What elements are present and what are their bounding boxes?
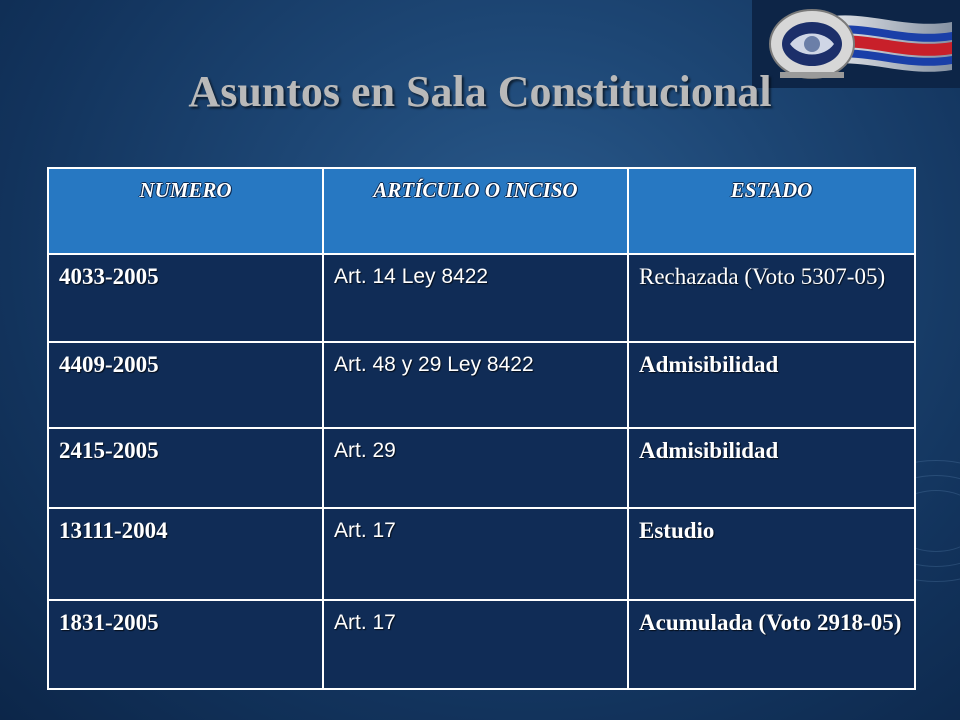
cell-estado: Admisibilidad	[628, 428, 915, 508]
cell-estado: Acumulada (Voto 2918-05)	[628, 600, 915, 689]
header-estado: ESTADO	[628, 168, 915, 254]
header-numero: NUMERO	[48, 168, 323, 254]
cell-articulo: Art. 48 y 29 Ley 8422	[323, 342, 628, 428]
cell-articulo: Art. 17	[323, 508, 628, 600]
cell-estado: Estudio	[628, 508, 915, 600]
cell-numero: 1831-2005	[48, 600, 323, 689]
header-articulo: ARTÍCULO O INCISO	[323, 168, 628, 254]
cell-estado: Rechazada (Voto 5307-05)	[628, 254, 915, 342]
table-row	[48, 254, 915, 342]
table-row	[48, 600, 915, 689]
cell-numero: 4409-2005	[48, 342, 323, 428]
table-header-row	[48, 168, 915, 254]
table-row	[48, 342, 915, 428]
cell-articulo: Art. 17	[323, 600, 628, 689]
cell-articulo: Art. 14 Ley 8422	[323, 254, 628, 342]
cell-numero: 4033-2005	[48, 254, 323, 342]
cases-table	[47, 167, 916, 690]
cell-numero: 13111-2004	[48, 508, 323, 600]
table-row	[48, 428, 915, 508]
table-row	[48, 508, 915, 600]
slide-title: Asuntos en Sala Constitucional	[188, 67, 772, 116]
cell-numero: 2415-2005	[48, 428, 323, 508]
cell-articulo: Art. 29	[323, 428, 628, 508]
cell-estado: Admisibilidad	[628, 342, 915, 428]
